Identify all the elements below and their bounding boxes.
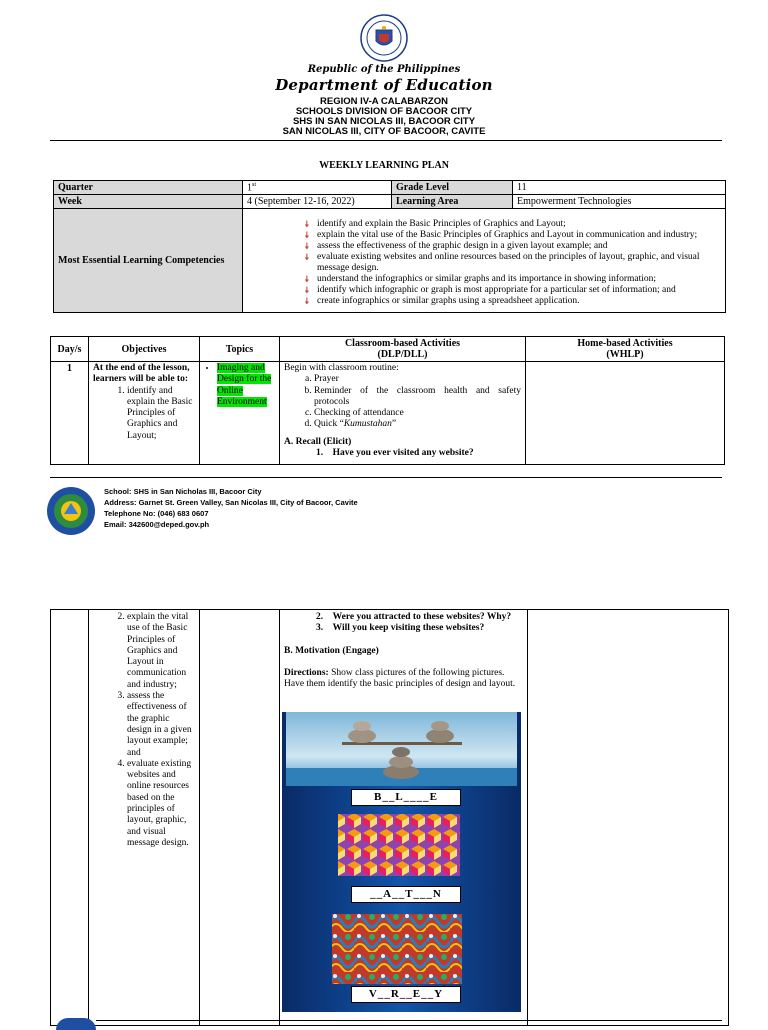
melc-label: Most Essential Learning Competencies xyxy=(54,209,243,313)
footer-divider xyxy=(50,477,722,478)
question-1: 1. Have you ever visited any website? xyxy=(316,448,474,459)
objective-intro: At the end of the lesson, learners will be able to: xyxy=(93,363,190,385)
competency-item: ↡ identify which infographic or graph is most appropriate for a particular set of information; and xyxy=(317,285,721,296)
topic-list xyxy=(204,363,275,408)
school-seal-icon xyxy=(46,486,96,536)
competency-list-cell xyxy=(243,209,726,313)
routine-item: a. Prayer xyxy=(314,374,521,385)
plan-header-row xyxy=(51,337,725,362)
objectives-cell xyxy=(89,362,200,465)
competency-item: ↡ explain the vital use of the Basic Principles of Graphics and Layout in communication and industry; xyxy=(317,230,721,241)
next-page-seal-icon xyxy=(56,1018,96,1030)
directions-text: Directions: Show class pictures of the following pictures. Have them identify the basic principles of design and layout. xyxy=(284,667,516,690)
answer-box-variety: V__R__E__Y xyxy=(351,986,461,1003)
objective-item: 2. explain the vital use of the Basic Principles of Graphics and Layout in communication and industry; xyxy=(127,612,195,691)
division-line: SCHOOLS DIVISION OF BACOOR CITY xyxy=(295,106,473,117)
question-2: 2. Were you attracted to these websites? Why? xyxy=(316,612,512,622)
objective-item: 3. assess the effectiveness of the graphic design in a given layout example; and xyxy=(127,691,195,759)
day-header: Day/s xyxy=(51,337,89,362)
motivation-heading: B. Motivation (Engage) xyxy=(284,645,379,656)
header-divider xyxy=(50,140,722,141)
competency-item: ↡ identify and explain the Basic Principles of Graphics and Layout; xyxy=(317,219,721,230)
quarter-row xyxy=(54,181,726,195)
objectives-cell-continued xyxy=(89,610,200,1026)
objectives-header: Objectives xyxy=(89,337,200,362)
objective-list-continued xyxy=(93,612,195,849)
routine-list xyxy=(284,374,521,430)
home-cell xyxy=(526,362,725,465)
school-line: SHS IN SAN NICOLAS III, BACOOR CITY xyxy=(292,116,476,127)
grade-value: 11 xyxy=(513,181,726,195)
competency-list xyxy=(247,219,721,307)
question-3: 3. Will you keep visiting these websites? xyxy=(316,623,485,634)
objective-item: 1. identify and explain the Basic Principles of Graphics and Layout; xyxy=(127,386,195,442)
day-cell-continued xyxy=(51,610,89,1026)
competency-item: ↡ understand the infographics or similar graphs and its importance in showing information; xyxy=(317,274,721,285)
home-header: Home-based Activities (WHLP) xyxy=(526,337,725,362)
quarter-value: 1st xyxy=(243,181,392,195)
footer-address: Address: Garnet St. Green Valley, San Nicolas III, City of Bacoor, Cavite xyxy=(104,498,358,507)
competency-item: ↡ evaluate existing websites and online resources based on the principles of layout, graphic, and visual message design. xyxy=(317,252,721,274)
department-heading: Department of Education xyxy=(275,76,493,94)
classroom-header: Classroom-based Activities (DLP/DLL) xyxy=(280,337,526,362)
topics-cell xyxy=(200,362,280,465)
plan-table xyxy=(50,336,725,465)
next-page-divider xyxy=(96,1020,722,1021)
topics-cell-continued xyxy=(200,610,280,1026)
footer-email: Email: 342600@deped.gov.ph xyxy=(104,520,210,529)
week-label: Week xyxy=(54,195,243,209)
answer-box-pattern: __A__T___N xyxy=(351,886,461,903)
routine-item: b. Reminder of the classroom health and safety protocols xyxy=(314,386,521,409)
melc-row xyxy=(54,209,726,313)
routine-intro: Begin with classroom routine: xyxy=(284,363,399,373)
objective-item: 4. evaluate existing websites and online resources based on the principles of layout, graphic, and visual message design. xyxy=(127,759,195,849)
deped-seal-icon xyxy=(360,14,408,62)
topics-header: Topics xyxy=(200,337,280,362)
objective-list xyxy=(93,386,195,442)
home-cell-continued xyxy=(528,610,729,1026)
answer-box-balance: B__L____E xyxy=(351,789,461,806)
footer-phone: Telephone No: (046) 683 0607 xyxy=(104,509,209,518)
footer-school: School: SHS in San Nicholas III, Bacoor City xyxy=(104,487,262,496)
routine-item: c. Checking of attendance xyxy=(314,408,521,419)
quarter-label: Quarter xyxy=(54,181,243,195)
info-table xyxy=(53,180,726,313)
competency-item: ↡ create infographics or similar graphs using a spreadsheet application. xyxy=(317,296,721,307)
day1-row xyxy=(51,362,725,465)
region-line: REGION IV-A CALABARZON xyxy=(320,96,448,107)
address-line: SAN NICOLAS III, CITY OF BACOOR, CAVITE xyxy=(282,126,486,137)
topic-highlight: Imaging and Design for the Online Environment xyxy=(217,363,272,407)
week-row xyxy=(54,195,726,209)
recall-heading: A. Recall (Elicit) xyxy=(284,436,352,447)
week-value: 4 (September 12-16, 2022) xyxy=(243,195,392,209)
area-label: Learning Area xyxy=(392,195,513,209)
competency-item: ↡ assess the effectiveness of the graphic design in a given layout example; and xyxy=(317,241,721,252)
grade-label: Grade Level xyxy=(392,181,513,195)
topic-item xyxy=(217,363,275,408)
area-value: Empowerment Technologies xyxy=(513,195,726,209)
classroom-cell xyxy=(280,362,526,465)
plan-title: WEEKLY LEARNING PLAN xyxy=(319,160,449,171)
routine-item: d. Quick “Kumustahan” xyxy=(314,419,521,430)
republic-heading: Republic of the Philippines xyxy=(307,64,461,75)
day-number: 1 xyxy=(51,362,89,465)
